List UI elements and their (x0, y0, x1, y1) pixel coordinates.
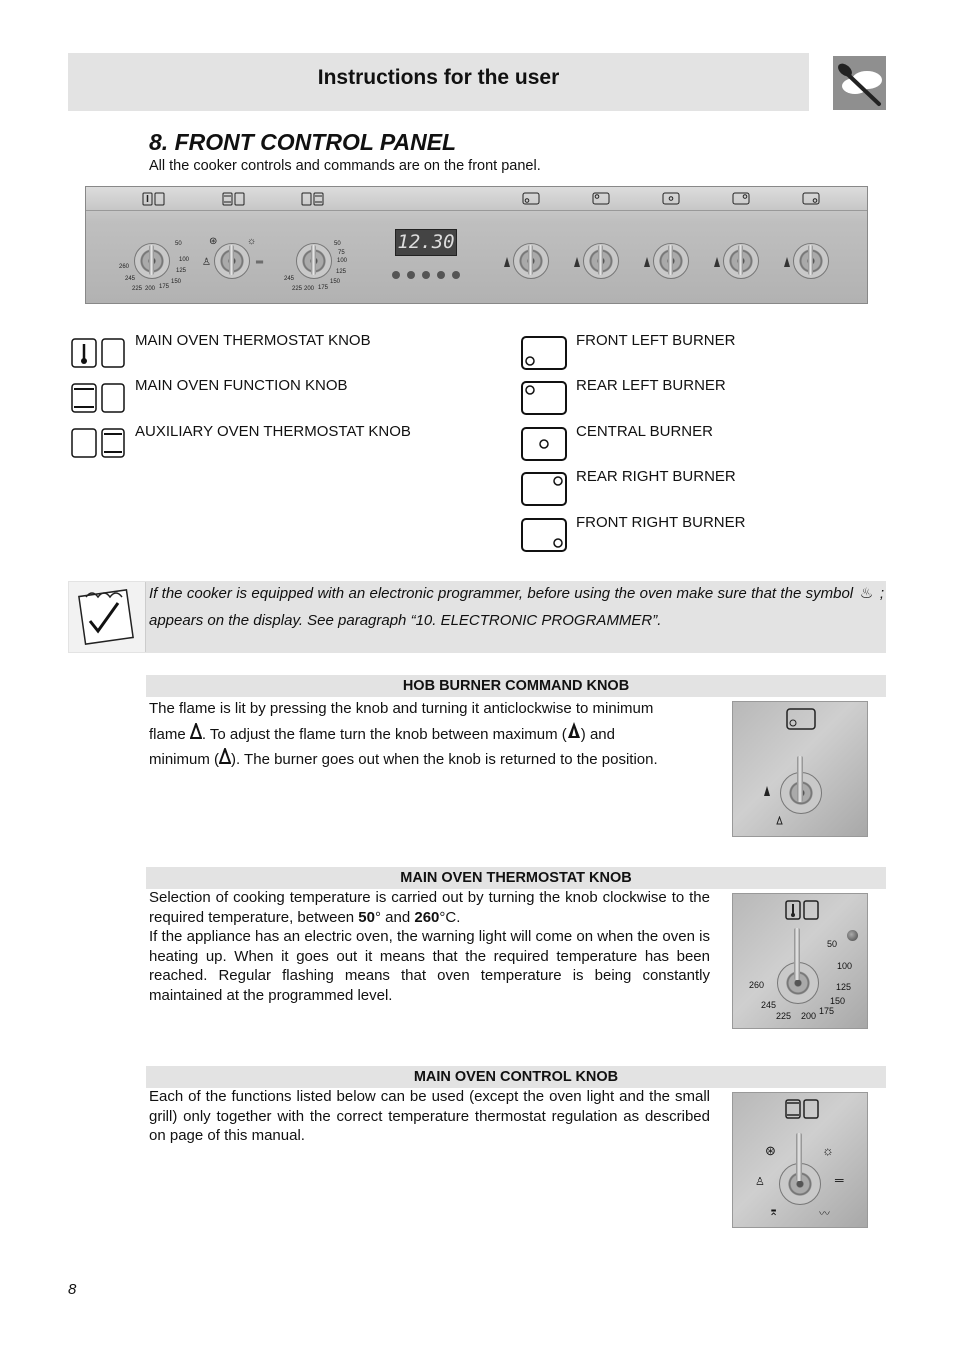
legend-label: FRONT RIGHT BURNER (576, 514, 746, 531)
knob-handle (794, 928, 800, 980)
burner-rear-left-icon (592, 192, 610, 210)
temp-max: 260 (414, 908, 440, 926)
hob-paragraph (149, 696, 710, 772)
notepad-check-icon (76, 587, 136, 650)
hob-knob-photo (732, 701, 868, 837)
scale-label: 175 (159, 284, 170, 290)
legend-label: MAIN OVEN FUNCTION KNOB (135, 377, 348, 394)
programmer-button[interactable] (407, 271, 415, 279)
control-knob-photo (732, 1092, 868, 1228)
light-icon: ☼ (822, 1143, 834, 1158)
thermostat-text-1: Selection of cooking temperature is carried out by turning the knob clockwise to the required temperature, between (149, 889, 710, 926)
grill-icon: 〰 (819, 1208, 830, 1220)
burner-rear-left-icon (521, 381, 567, 420)
aux-oven-icon (71, 427, 125, 464)
scale-label: 50 (175, 241, 182, 247)
scale-label: 260 (749, 980, 765, 990)
hob-text-1: The flame is lit by pressing the knob and turning it anticlockwise to minimum (149, 700, 654, 717)
fan-icon: ⊛ (765, 1143, 776, 1158)
hob-text-2a: flame (149, 726, 186, 743)
legend-label: AUXILIARY OVEN THERMOSTAT KNOB (135, 423, 411, 440)
scale-label: 245 (761, 1000, 777, 1010)
scale-label: 260 (119, 264, 130, 270)
scale-label: 150 (171, 279, 182, 285)
page-number: 8 (68, 1281, 77, 1298)
section-title: 8. FRONT CONTROL PANEL (149, 129, 457, 155)
flame-max-icon (643, 255, 651, 273)
note-text-a: If the cooker is equipped with an electronic programmer, before using the oven make sure that the symbol (149, 585, 854, 602)
flame-max-icon (567, 721, 581, 747)
thermostat-text-4: If the appliance has an electric oven, the warning light will come on when the oven is heating up. When it goes out it means that the required temperature has been reached. Regular flashing means that oven temperature is being constantly maintained at the programmed level. (149, 928, 710, 1004)
burner-central-icon (662, 192, 680, 210)
flame-min-icon (219, 747, 231, 772)
legend-label: MAIN OVEN THERMOSTAT KNOB (135, 332, 371, 349)
defrost-icon: ♙ (202, 257, 211, 268)
section-intro: All the cooker controls and commands are on the front panel. (149, 158, 541, 174)
aux-oven-icon (301, 192, 325, 211)
scale-label: 100 (337, 258, 348, 264)
scale-label: 50 (334, 241, 341, 247)
programmer-button[interactable] (452, 271, 460, 279)
thermostat-text-3: °C. (439, 908, 461, 926)
hob-heading: HOB BURNER COMMAND KNOB (146, 675, 886, 697)
scale-label: 100 (179, 257, 190, 263)
oven-function-icon (222, 192, 246, 211)
control-paragraph: Each of the functions listed below can be used (except the oven light and the small grill) only together with the correct temperature thermostat regulation as described on page of this manual. (149, 1088, 710, 1144)
hob-text-3a: minimum ( (149, 751, 219, 768)
element-icon: ═ (835, 1173, 844, 1187)
scale-label: 245 (284, 276, 295, 282)
scale-label: 225 (132, 286, 143, 292)
scale-label: 175 (318, 285, 329, 291)
page-header-title: Instructions for the user (317, 66, 560, 89)
burner-front-right-icon (802, 192, 820, 210)
burner-front-left-icon (521, 336, 567, 375)
grill-fan-icon: ⌆ (769, 1206, 779, 1218)
scale-label: 200 (801, 1011, 817, 1021)
scale-label: 125 (336, 269, 347, 275)
scale-label: 125 (176, 268, 187, 274)
scale-label: 225 (776, 1011, 792, 1021)
scale-label: 150 (330, 279, 341, 285)
burner-central-icon (521, 427, 567, 466)
scale-label: 200 (145, 286, 156, 292)
thermometer-icon (785, 900, 819, 925)
scale-label: 225 (292, 286, 303, 292)
flame-max-icon (763, 784, 771, 802)
legend-label: FRONT LEFT BURNER (576, 332, 736, 349)
knob-handle (808, 245, 813, 275)
legend-label: REAR RIGHT BURNER (576, 468, 736, 485)
knob-handle (796, 1133, 802, 1181)
flame-max-icon (783, 255, 791, 273)
oven-symbol-icon: ♨ (859, 585, 874, 602)
knob-handle (668, 245, 673, 275)
knob-handle (598, 245, 603, 275)
temp-min: 50 (358, 908, 375, 926)
burner-rear-right-icon (732, 192, 750, 210)
control-heading: MAIN OVEN CONTROL KNOB (146, 1066, 886, 1088)
legend-label: REAR LEFT BURNER (576, 377, 726, 394)
knob-handle (229, 245, 234, 275)
burner-rear-right-icon (521, 472, 567, 511)
knob-handle (797, 756, 803, 802)
flame-max-icon (573, 255, 581, 273)
programmer-button[interactable] (437, 271, 445, 279)
programmer-button[interactable] (422, 271, 430, 279)
thermostat-knob-photo (732, 893, 868, 1029)
thermometer-icon (71, 337, 125, 374)
legend-label: CENTRAL BURNER (576, 423, 713, 440)
light-icon: ☼ (247, 236, 257, 247)
thermostat-text-2: ° and (374, 908, 415, 926)
hob-text-2c: ) and (580, 726, 615, 743)
clock-display: 12.30 (395, 229, 457, 256)
element-icon: ═ (256, 257, 264, 268)
spoon-chef-hat-icon (833, 56, 886, 110)
thermostat-paragraph (149, 888, 710, 1005)
note-text-b: ; appears on the display. See paragraph “10. ELECTRONIC PROGRAMMER”. (149, 585, 884, 629)
knob-handle (149, 245, 154, 275)
note-text (149, 580, 884, 634)
flame-min-icon (190, 722, 202, 747)
scale-label: 50 (827, 939, 838, 949)
burner-front-right-icon (521, 518, 567, 557)
scale-label: 100 (837, 961, 853, 971)
flame-max-icon (503, 255, 511, 273)
programmer-button[interactable] (392, 271, 400, 279)
flame-max-icon (713, 255, 721, 273)
thermostat-heading: MAIN OVEN THERMOSTAT KNOB (146, 867, 886, 889)
scale-label: 75 (338, 250, 345, 256)
burner-front-left-icon (786, 708, 816, 735)
oven-function-icon (785, 1099, 819, 1124)
knob-handle (528, 245, 533, 275)
burner-front-left-icon (522, 192, 540, 210)
scale-label: 125 (836, 982, 852, 992)
hob-text-2b: . To adjust the flame turn the knob between maximum ( (201, 726, 567, 743)
scale-label: 175 (819, 1006, 835, 1016)
knob-handle (311, 245, 316, 275)
scale-label: 150 (830, 996, 846, 1006)
scale-label: 200 (304, 286, 315, 292)
defrost-icon: ♙ (755, 1176, 765, 1188)
hob-text-3b: ). The burner goes out when the knob is returned to the position. (231, 751, 658, 768)
thermometer-icon (142, 192, 166, 211)
flame-min-icon (776, 812, 783, 830)
fan-icon: ⊛ (209, 236, 218, 247)
knob-handle (738, 245, 743, 275)
warning-light (847, 930, 858, 941)
oven-function-icon (71, 382, 125, 419)
scale-label: 245 (125, 276, 136, 282)
